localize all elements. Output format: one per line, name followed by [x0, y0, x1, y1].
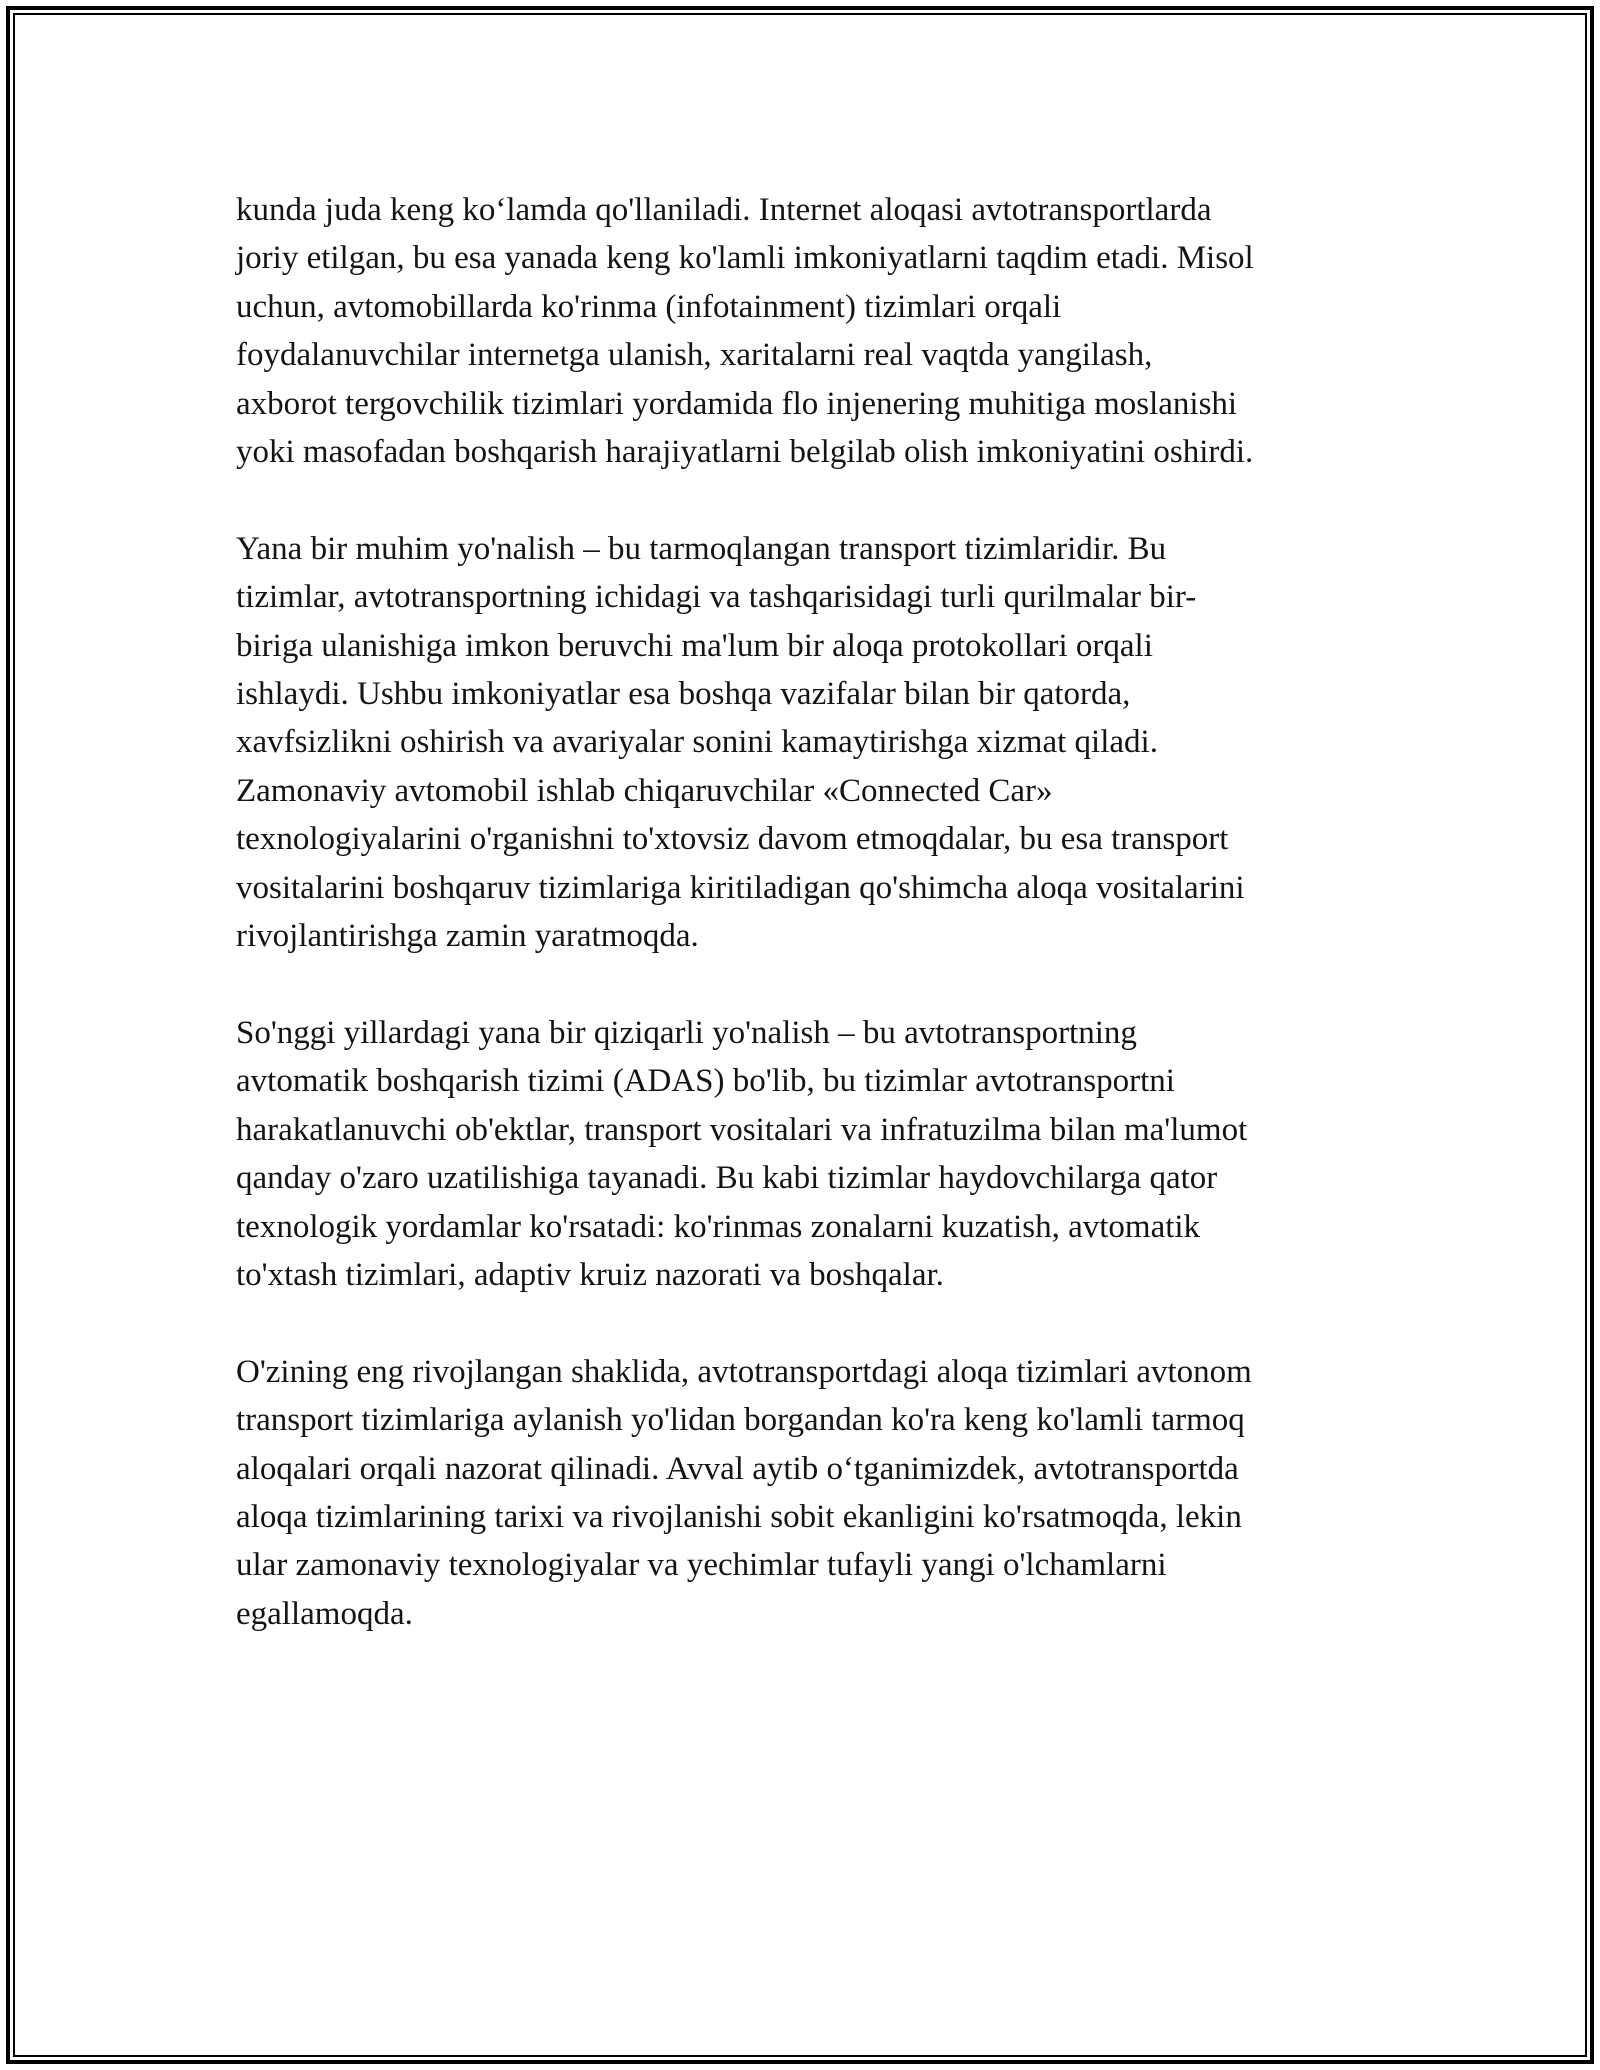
paragraph-internet-connectivity: kunda juda keng ko‘lamda qo'llaniladi. Internet aloqasi avtotransportlarda joriy etilgan, bu esa yanada keng ko'lamli imkoniyatlarni taqdim etadi. Misol uchun, avtomobillarda ko'rinma (infotainment) tizimlari orqali foydalanuvchilar internetga ulanish, xaritalarni real vaqtda yangilash, axborot tergovchilik tizimlari yordamida flo injenering muhitiga moslanishi yoki masofadan boshqarish harajiyatlarni belgilab olish imkoniyatini oshirdi.: [236, 192, 1254, 471]
paragraph-networked-transport: Yana bir muhim yo'nalish – bu tarmoqlangan transport tizimlaridir. Bu tizimlar, avtotransportning ichidagi va tashqarisidagi turli qurilmalar bir- biriga ulanishiga imkon beruvchi ma'lum bir aloqa protokollari orqali ishlaydi. Ushbu imkoniyatlar esa boshqa vazifalar bilan bir qatorda, xavfsizlikni oshirish va avariyalar sonini kamaytirishga xizmat qiladi. Zamonaviy avtomobil ishlab chiqaruvchilar «Connected Car» texnologiyalarini o'rganishni to'xtovsiz davom etmoqdalar, bu esa transport vositalarini boshqaruv tizimlariga kiritiladigan qo'shimcha aloqa vositalarini rivojlantirishga zamin yaratmoqda.: [236, 530, 1245, 955]
document-body: [236, 186, 1376, 1638]
paragraph-adas: So'nggi yillardagi yana bir qiziqarli yo'nalish – bu avtotransportning avtomatik boshqarish tizimi (ADAS) bo'lib, bu tizimlar avtotransportni harakatlanuvchi ob'ektlar, transport vositalari va infratuzilma bilan ma'lumot qanday o'zaro uzatilishiga tayanadi. Bu kabi tizimlar haydovchilarga qator texnologik yordamlar ko'rsatadi: ko'rinmas zonalarni kuzatish, avtomatik to'xtash tizimlari, adaptiv kruiz nazorati va boshqalar.: [236, 1014, 1248, 1293]
paragraph-autonomous-systems: O'zining eng rivojlangan shaklida, avtotransportdagi aloqa tizimlari avtonom transport tizimlariga aylanish yo'lidan borgandan ko'ra keng ko'lamli tarmoq aloqalari orqali nazorat qilinadi. Avval aytib o‘tganimizdek, avtotransportda aloqa tizimlarining tarixi va rivojlanishi sobit ekanligini ko'rsatmoqda, lekin ular zamonaviy texnologiyalar va yechimlar tufayli yangi o'lchamlarni egallamoqda.: [236, 1353, 1252, 1632]
